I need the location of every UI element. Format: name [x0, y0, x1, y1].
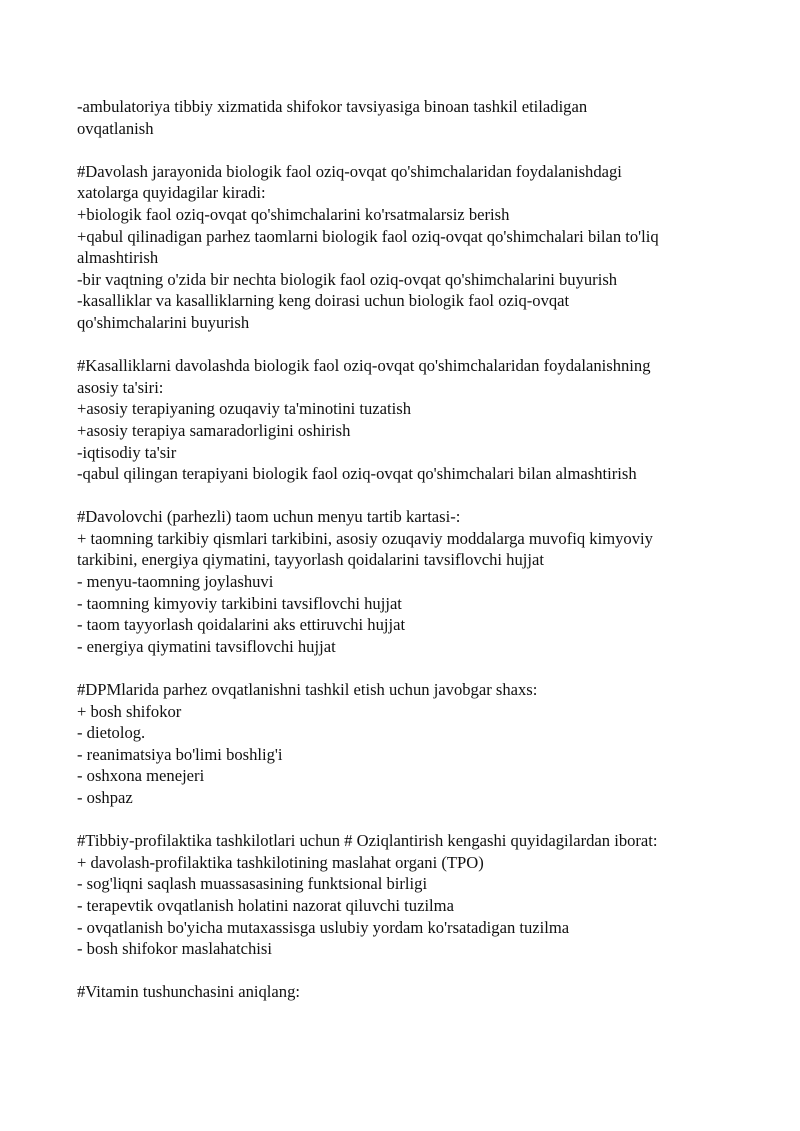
answer-line: - oshpaz — [77, 788, 133, 807]
blank-line — [77, 139, 767, 161]
answer-line: - ovqatlanish bo'yicha mutaxassisga uslubiy yordam ko'rsatadigan tuzilma — [77, 917, 570, 937]
answer-line: - taomning kimyoviy tarkibini tavsiflovchi hujjat — [77, 593, 402, 613]
text-line: ovqatlanish — [77, 118, 154, 138]
blank-line — [77, 960, 767, 982]
answer-line: - energiya qiymatini tavsiflovchi hujjat — [77, 636, 336, 656]
answer-line: - dietolog. — [77, 723, 146, 743]
question-line: #Davolash jarayonida biologik faol oziq-ovqat qo'shimchalaridan foydalanishdagi — [77, 161, 622, 181]
question-line: #Tibbiy-profilaktika tashkilotlari uchun # Oziqlantirish kengashi quyidagilardan iborat: — [77, 831, 658, 851]
answer-line: -bir vaqtning o'zida bir nechta biologik faol oziq-ovqat qo'shimchalarini buyurish — [77, 269, 618, 289]
question-line: #DPMlarida parhez ovqatlanishni tashkil etish uchun javobgar shaxs: — [77, 680, 538, 700]
question-line: asosiy ta'siri: — [77, 377, 164, 397]
answer-line: - bosh shifokor maslahatchisi — [77, 939, 272, 959]
question-line: #Vitamin tushunchasini aniqlang: — [77, 982, 300, 1002]
answer-line: -qabul qilingan terapiyani biologik faol oziq-ovqat qo'shimchalari bilan almashtirish — [77, 464, 637, 484]
blank-line — [77, 334, 767, 356]
question-line: #Davolovchi (parhezli) taom uchun menyu tartib kartasi-: — [77, 507, 461, 527]
question-line: #Kasalliklarni davolashda biologik faol oziq-ovqat qo'shimchalaridan foydalanishning — [77, 356, 651, 376]
answer-line: - sog'liqni saqlash muassasasining funktsional birligi — [77, 874, 428, 894]
answer-line: -iqtisodiy ta'sir — [77, 442, 177, 462]
answer-line: - terapevtik ovqatlanish holatini nazorat qiluvchi tuzilma — [77, 895, 454, 915]
answer-line: + taomning tarkibiy qismlari tarkibini, asosiy ozuqaviy moddalarga muvofiq kimyoviy — [77, 528, 653, 548]
answer-line: - oshxona menejeri — [77, 766, 205, 786]
answer-line: - menyu-taomning joylashuvi — [77, 572, 274, 592]
text-line: -ambulatoriya tibbiy xizmatida shifokor tavsiyasiga binoan tashkil etiladigan — [77, 97, 588, 116]
blank-line — [77, 657, 767, 679]
answer-line: - taom tayyorlash qoidalarini aks ettiruvchi hujjat — [77, 615, 406, 635]
answer-line: tarkibini, energiya qiymatini, tayyorlash qoidalarini tavsiflovchi hujjat — [77, 550, 544, 570]
question-line: xatolarga quyidagilar kiradi: — [77, 183, 266, 203]
answer-line: + davolash-profilaktika tashkilotining maslahat organi (TPO) — [77, 852, 484, 872]
answer-line: -kasalliklar va kasalliklarning keng doirasi uchun biologik faol oziq-ovqat — [77, 291, 570, 311]
answer-line: + bosh shifokor — [77, 701, 182, 721]
answer-line: qo'shimchalarini buyurish — [77, 312, 250, 332]
answer-line: +asosiy terapiyaning ozuqaviy ta'minotini tuzatish — [77, 399, 412, 419]
answer-line: almashtirish — [77, 248, 159, 268]
answer-line: +asosiy terapiya samaradorligini oshirish — [77, 420, 351, 440]
blank-line — [77, 485, 767, 507]
answer-line: +qabul qilinadigan parhez taomlarni biologik faol oziq-ovqat qo'shimchalari bilan to'liq — [77, 226, 659, 246]
blank-line — [77, 809, 767, 831]
document-page — [77, 96, 767, 1003]
answer-line: - reanimatsiya bo'limi boshlig'i — [77, 744, 283, 764]
answer-line: +biologik faol oziq-ovqat qo'shimchalarini ko'rsatmalarsiz berish — [77, 204, 510, 224]
